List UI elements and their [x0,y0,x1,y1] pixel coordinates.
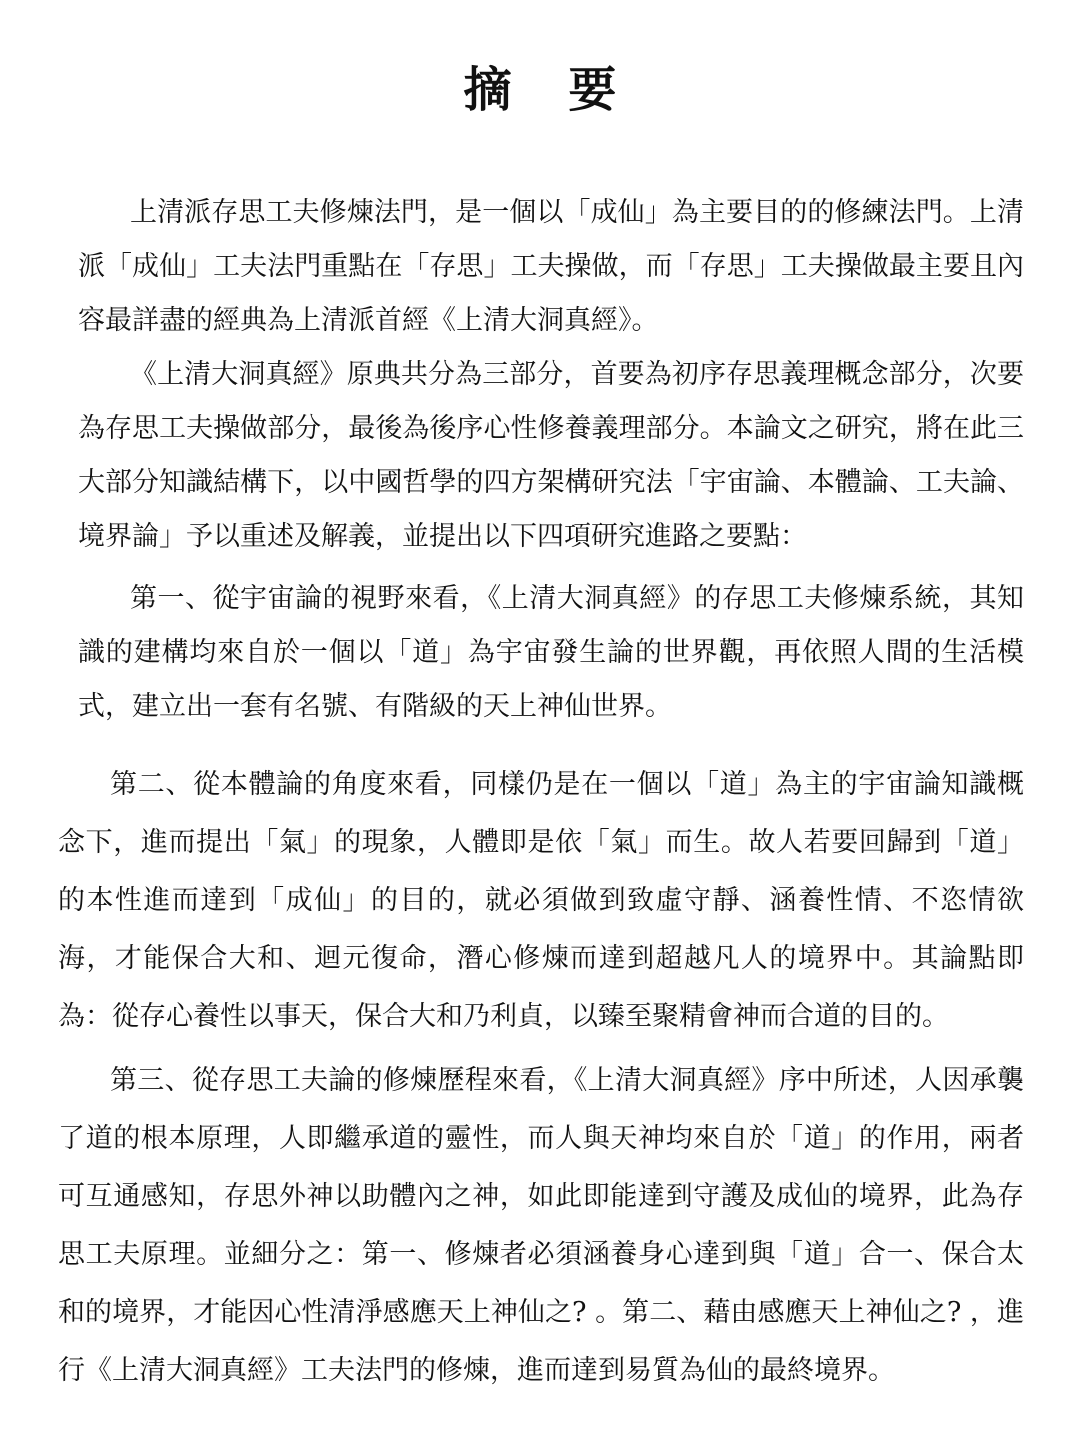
page-title: 摘 要 [463,62,637,118]
paragraph-intro: 上清派存思工夫修煉法門，是一個以「成仙」為主要目的的修練法門。上清派「成仙」工夫法門重點在「存思」工夫操做，而「存思」工夫操做最主要且內容最詳盡的經典為上清派首經《上清大洞真經》。 [78,197,1024,336]
paragraph-structure: 《上清大洞真經》原典共分為三部分，首要為初序存思義理概念部分，次要為存思工夫操做部分，最後為後序心性修養義理部分。本論文之研究，將在此三大部分知識結構下，以中國哲學的四方架構研究法「宇宙論、本體論、工夫論、境界論」予以重述及解義，並提出以下四項研究進路之要點： [78,359,1024,552]
paragraph-point-two: 第二、從本體論的角度來看，同樣仍是在一個以「道」為主的宇宙論知識概念下，進而提出「氣」的現象，人體即是依「氣」而生。故人若要回歸到「道」的本性進而達到「成仙」的目的，就必須做到致虛守靜、涵養性情、不恣情欲海，才能保合大和、迴元復命，潛心修煉而達到超越凡人的境界中。其論點即為：從存心養性以事天，保合大和乃利貞，以臻至聚精會神而合道的目的。 [58,769,1024,1032]
paragraph-point-three: 第三、從存思工夫論的修煉歷程來看，《上清大洞真經》序中所述，人因承襲了道的根本原理，人即繼承道的靈性，而人與天神均來自於「道」的作用，兩者可互通感知，存思外神以助體內之神，如此即能達到守護及成仙的境界，此為存思工夫原理。並細分之：第一、修煉者必須涵養身心達到與「道」合一、保合太和的境界，才能因心性清淨感應天上神仙之? 。第二、藉由感應天上神仙之? ，進行《上清大洞真經》工夫法門的修煉，進而達到易質為仙的最終境界。 [58,1065,1024,1386]
paragraph-point-one: 第一、從宇宙論的視野來看，《上清大洞真經》的存思工夫修煉系統，其知識的建構均來自於一個以「道」為宇宙發生論的世界觀，再依照人間的生活模式，建立出一套有名號、有階級的天上神仙世界。 [78,583,1024,722]
